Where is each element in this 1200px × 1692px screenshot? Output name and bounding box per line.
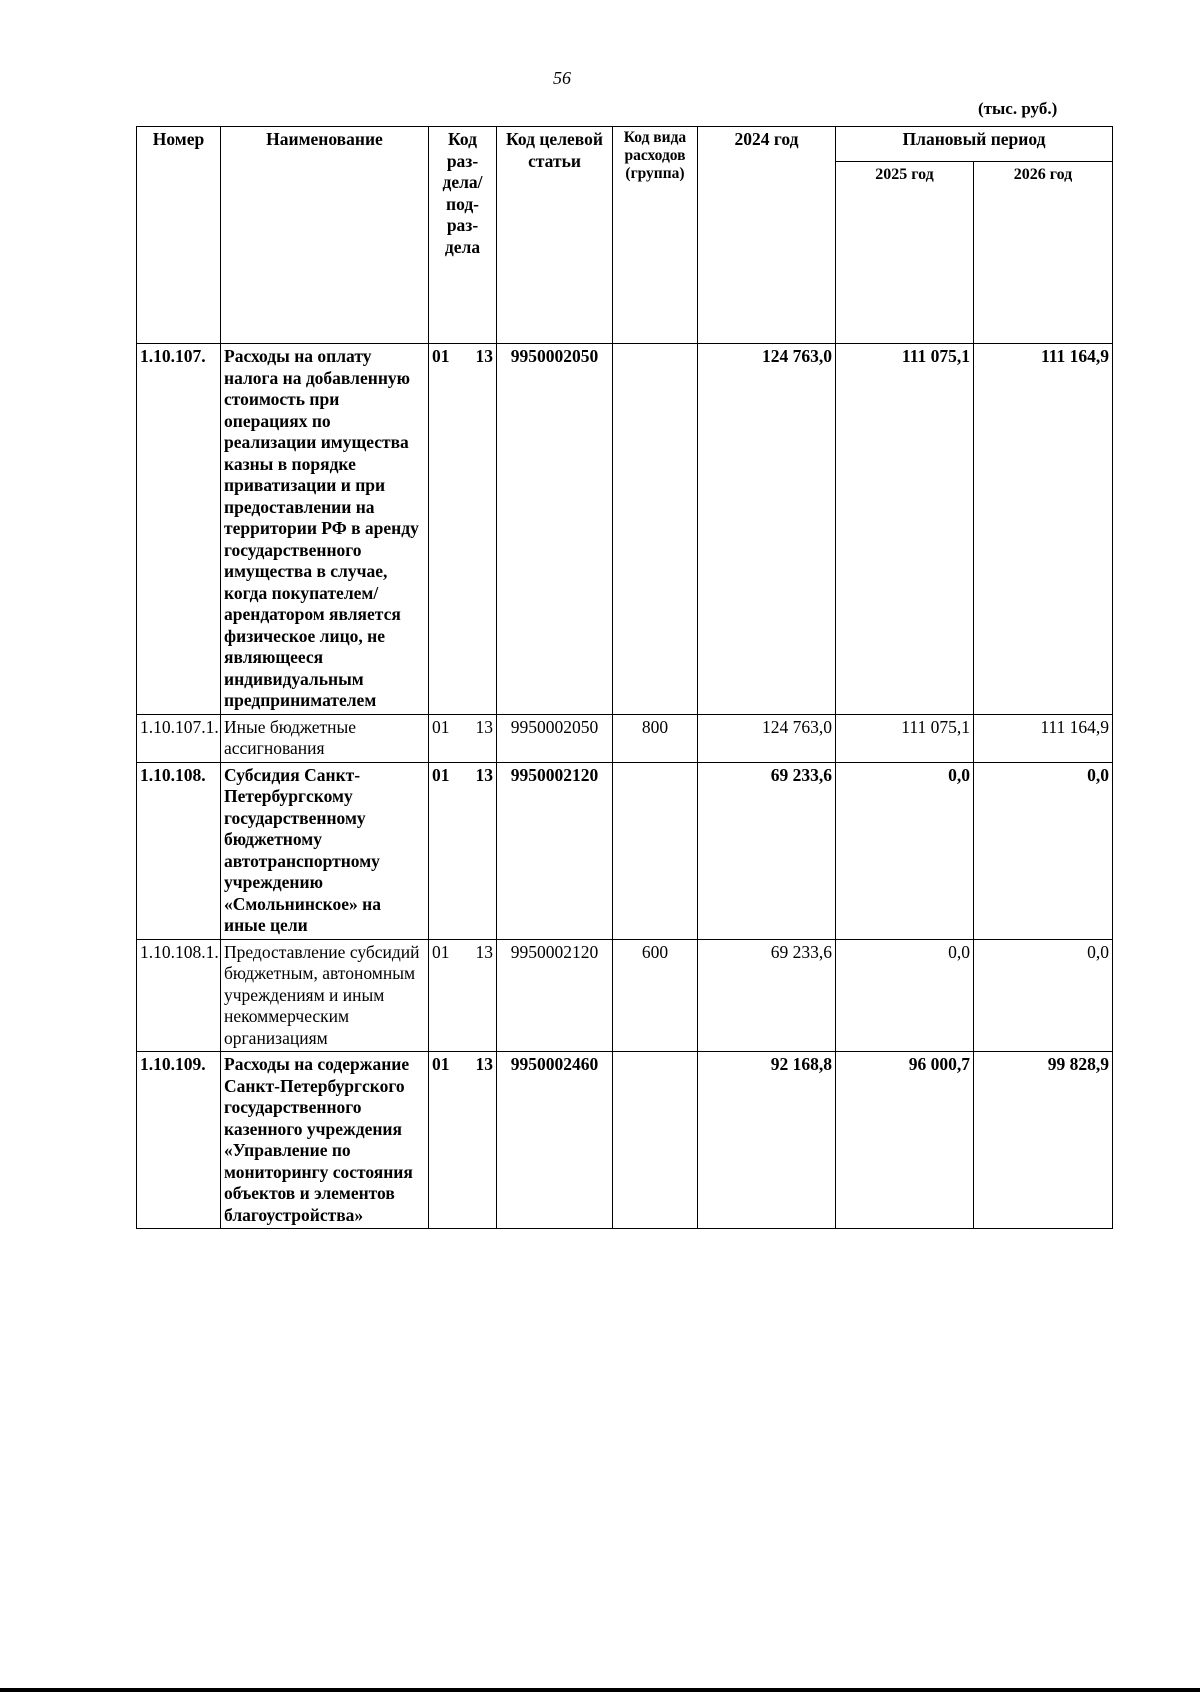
row-year-2025: 96 000,7 xyxy=(836,1052,974,1229)
row-year-2025: 111 075,1 xyxy=(836,344,974,715)
header-planned-period: Плановый период xyxy=(836,127,1113,162)
header-section: Код раз-дела/ под-раз-дела xyxy=(429,127,497,344)
row-year-2026: 111 164,9 xyxy=(974,344,1113,715)
row-name: Субсидия Санкт-Петербургскому государственному бюджетному автотранспортному учреждению «Смольнинское» на иные цели xyxy=(221,762,429,939)
row-target: 9950002050 xyxy=(497,344,613,715)
budget-table xyxy=(136,126,1113,1229)
row-subsection-code: 13 xyxy=(475,346,493,366)
header-year-2026: 2026 год xyxy=(974,162,1113,344)
row-year-2025: 0,0 xyxy=(836,762,974,939)
header-target: Код целевой статьи xyxy=(497,127,613,344)
row-year-2025: 0,0 xyxy=(836,939,974,1052)
row-year-2026: 99 828,9 xyxy=(974,1052,1113,1229)
row-year-2026: 111 164,9 xyxy=(974,714,1113,762)
row-year-2024: 69 233,6 xyxy=(698,939,836,1052)
row-section-code: 01 xyxy=(432,764,450,785)
row-subsection-code: 13 xyxy=(475,716,493,737)
row-year-2024: 69 233,6 xyxy=(698,762,836,939)
row-subsection-code: 13 xyxy=(475,764,493,785)
row-expense-type xyxy=(613,1052,698,1229)
row-number: 1.10.108.1. xyxy=(137,939,221,1052)
table-row xyxy=(137,939,1113,1052)
row-name: Расходы на оплату налога на добавленную стоимость при операциях по реализации имущества казны в порядке приватизации и при предоставлении на территории РФ в аренду государственного имущества в случае, когда покупателем/арендатором является физическое лицо, не являющееся индивидуальным предпринимателем xyxy=(221,344,429,715)
row-year-2025: 111 075,1 xyxy=(836,714,974,762)
row-subsection-code: 13 xyxy=(475,941,493,962)
header-year-2024: 2024 год xyxy=(698,127,836,344)
row-expense-type: 600 xyxy=(613,939,698,1052)
table-row xyxy=(137,344,1113,715)
row-expense-type xyxy=(613,344,698,715)
row-section xyxy=(429,762,497,939)
row-year-2026: 0,0 xyxy=(974,762,1113,939)
header-expense-type: Код вида расходов (группа) xyxy=(613,127,698,344)
row-year-2024: 124 763,0 xyxy=(698,344,836,715)
units-label: (тыс. руб.) xyxy=(978,99,1058,118)
row-name: Иные бюджетные ассигнования xyxy=(221,714,429,762)
row-number: 1.10.108. xyxy=(137,762,221,939)
row-target: 9950002050 xyxy=(497,714,613,762)
row-section xyxy=(429,1052,497,1229)
row-number: 1.10.109. xyxy=(137,1052,221,1229)
row-section xyxy=(429,714,497,762)
header-name: Наименование xyxy=(221,127,429,344)
row-year-2024: 92 168,8 xyxy=(698,1052,836,1229)
row-section xyxy=(429,939,497,1052)
row-subsection-code: 13 xyxy=(475,1054,493,1074)
row-year-2024: 124 763,0 xyxy=(698,714,836,762)
row-name: Предоставление субсидий бюджетным, автономным учреждениям и иным некоммерческим организациям xyxy=(221,939,429,1052)
row-target: 9950002460 xyxy=(497,1052,613,1229)
row-expense-type xyxy=(613,762,698,939)
row-section-code: 01 xyxy=(432,716,450,737)
row-section-code: 01 xyxy=(432,941,450,962)
row-target: 9950002120 xyxy=(497,762,613,939)
row-section-code: 01 xyxy=(432,1054,450,1074)
page-bottom-edge xyxy=(0,1688,1200,1692)
row-name: Расходы на содержание Санкт-Петербургского государственного казенного учреждения «Управление по мониторингу состояния объектов и элементов благоустройства» xyxy=(221,1052,429,1229)
page-number: 56 xyxy=(553,68,571,88)
row-expense-type: 800 xyxy=(613,714,698,762)
row-target: 9950002120 xyxy=(497,939,613,1052)
row-number: 1.10.107. xyxy=(137,344,221,715)
row-section xyxy=(429,344,497,715)
table-row xyxy=(137,1052,1113,1229)
row-section-code: 01 xyxy=(432,346,450,366)
header-year-2025: 2025 год xyxy=(836,162,974,344)
table-row xyxy=(137,714,1113,762)
header-number: Номер xyxy=(137,127,221,344)
table-row xyxy=(137,762,1113,939)
row-year-2026: 0,0 xyxy=(974,939,1113,1052)
row-number: 1.10.107.1. xyxy=(137,714,221,762)
